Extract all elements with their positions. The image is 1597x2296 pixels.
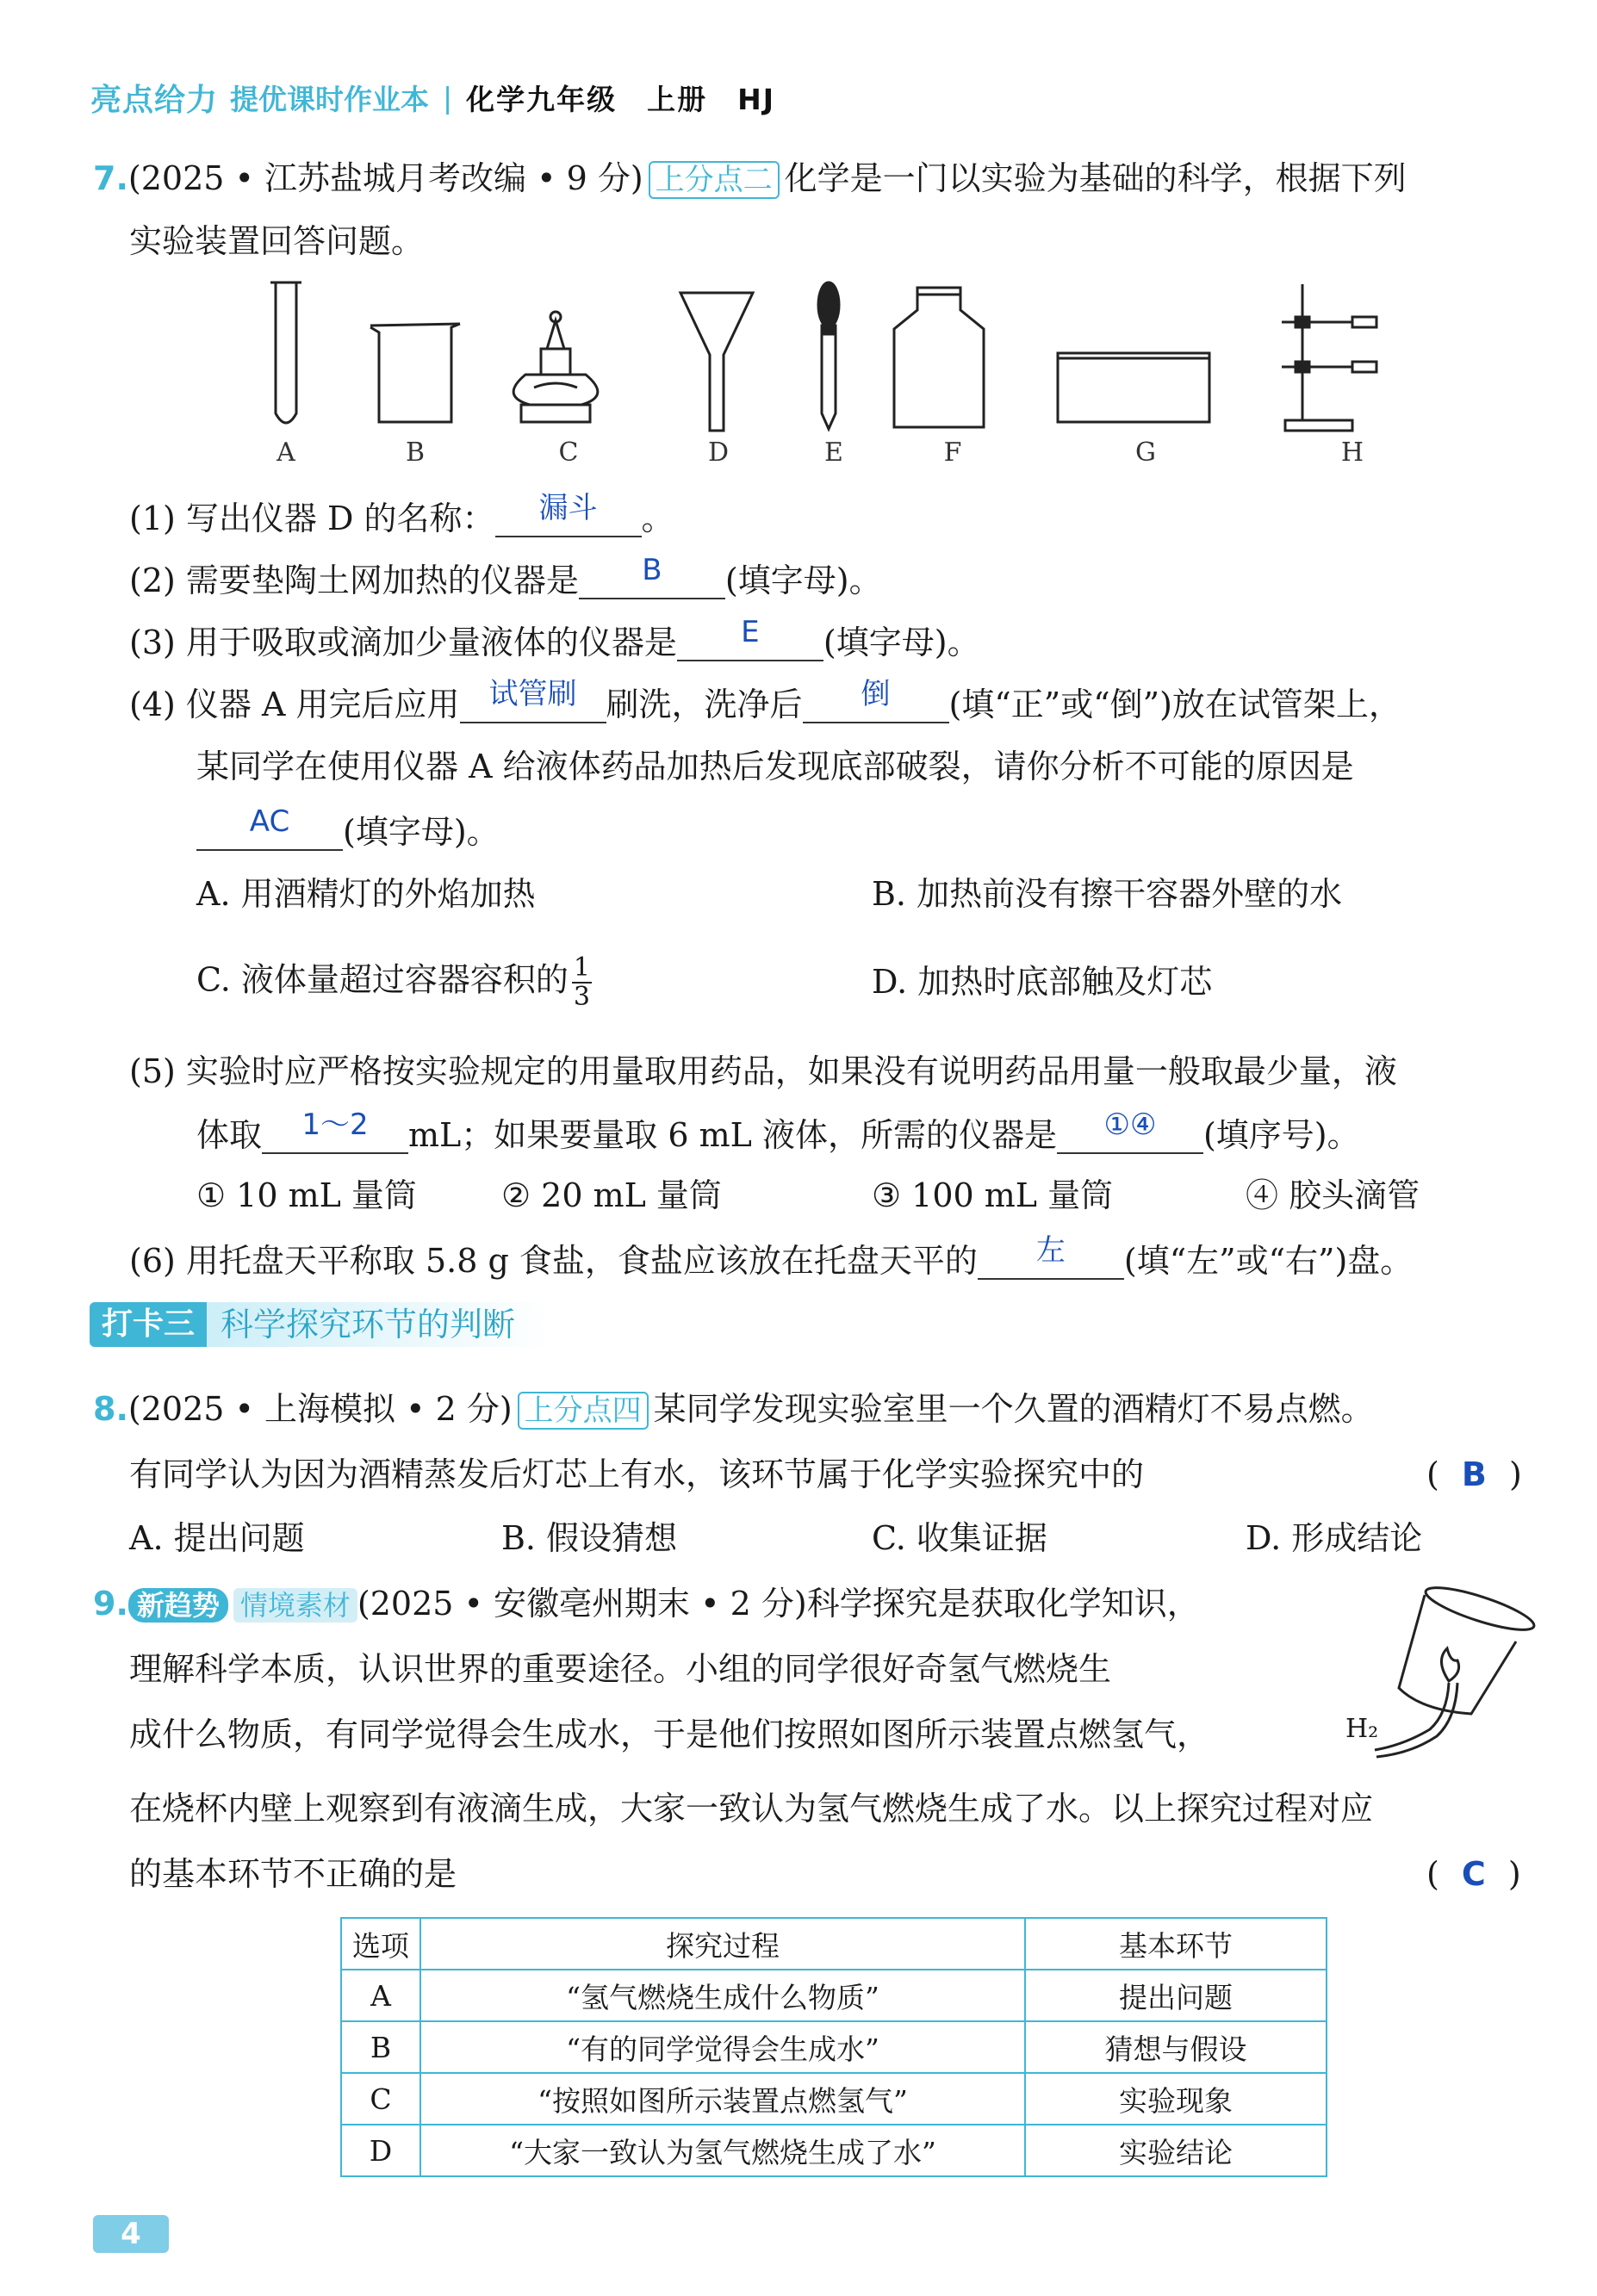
apparatus-label-e: E <box>824 437 843 468</box>
q8-number: 8. <box>93 1390 128 1428</box>
q7-p4-option-d: D. 加热时底部触及灯芯 <box>872 963 1213 1001</box>
q9-stem-line4: 在烧杯内壁上观察到有液滴生成，大家一致认为氢气燃烧生成了水。以上探究过程对应 <box>129 1790 1374 1827</box>
apparatus-label-a: A <box>277 437 295 468</box>
q7-stem: 化学是一门以实验为基础的科学，根据下列 <box>784 159 1407 197</box>
q9-answer: C <box>1461 1855 1486 1893</box>
apparatus-label-b: B <box>405 437 426 468</box>
q7-p1-answer: 漏斗 <box>538 491 598 525</box>
q9-number: 9. <box>93 1585 128 1623</box>
q7-p5-text-a: 体取 <box>196 1116 263 1154</box>
table-header-step: 基本环节 <box>1025 1918 1327 1970</box>
wide-mouth-bottle-icon <box>894 288 984 427</box>
q7-p4-text-b: 刷洗，洗净后 <box>606 686 803 723</box>
alcohol-lamp-icon <box>513 312 598 422</box>
q7-tag: 上分点二 <box>649 161 780 199</box>
q9-paren-open: ( <box>1426 1855 1439 1893</box>
q9-answer-paren <box>1426 1855 1521 1893</box>
q7-p3-answer: E <box>741 615 760 649</box>
q7-p4-option-a: A. 用酒精灯的外焰加热 <box>196 875 536 913</box>
q7-p5-text-b: mL；如果要量取 6 mL 液体，所需的仪器是 <box>408 1116 1057 1154</box>
q7-part2 <box>129 553 882 599</box>
table-cell-option: D <box>341 2125 420 2176</box>
table-cell-process: “氢气燃烧生成什么物质” <box>420 1970 1025 2021</box>
q7-source: (2025 • 江苏盐城月考改编 • 9 分) <box>127 159 643 197</box>
q7-p2-end: (填字母)。 <box>724 562 882 599</box>
page-number: 4 <box>93 2215 169 2253</box>
table-cell-step: 提出问题 <box>1025 1970 1327 2021</box>
inquiry-table <box>340 1917 1327 2177</box>
q7-p5-answer2: ①④ <box>1103 1108 1157 1142</box>
table-cell-step: 实验现象 <box>1025 2073 1327 2125</box>
q8-answer-paren <box>1426 1455 1522 1493</box>
inverted-beaker-icon <box>1399 1585 1538 1714</box>
h2-label: H₂ <box>1345 1714 1379 1744</box>
q7-p4-option-b: B. 加热前没有擦干容器外壁的水 <box>872 875 1343 913</box>
q7-p4-text-c: (填“正”或“倒”)放在试管架上， <box>948 686 1401 723</box>
apparatus-label-c: C <box>558 437 579 468</box>
dropper-icon <box>818 282 839 429</box>
q7-p6-blank <box>978 1233 1124 1280</box>
beaker-icon <box>370 324 460 422</box>
q7-stem-line1 <box>93 159 1407 199</box>
q9-stem-line3: 成什么物质，有同学觉得会生成水，于是他们按照如图所示装置点燃氢气， <box>129 1716 1210 1753</box>
q7-p3-end: (填字母)。 <box>823 624 980 661</box>
apparatus-label-d: D <box>707 437 730 468</box>
apparatus-label-f: F <box>943 437 962 468</box>
q9-trend-tag: 新趋势 <box>128 1588 228 1623</box>
q7-part4-line1 <box>129 677 1401 723</box>
table-row <box>341 2125 1327 2176</box>
table-cell-process: “有的同学觉得会生成水” <box>420 2021 1025 2073</box>
q7-p5-end: (填序号)。 <box>1202 1116 1360 1154</box>
brand-logo: 亮点给力 <box>90 83 219 118</box>
q9-source: (2025 • 安徽亳州期末 • 2 分) <box>357 1585 807 1623</box>
q7-part5-line2 <box>196 1108 1360 1154</box>
q8-option-c: C. 收集证据 <box>872 1519 1047 1557</box>
q7-part3 <box>129 615 980 661</box>
q7-part4-line2: 某同学在使用仪器 A 给液体药品加热后发现底部破裂，请你分析不可能的原因是 <box>196 748 1354 785</box>
course-title: 化学九年级 上册 HJ <box>466 83 776 116</box>
funnel-icon <box>680 293 753 431</box>
table-header-row <box>341 1918 1327 1970</box>
q7-p6-end: (填“左”或“右”)盘。 <box>1123 1242 1414 1280</box>
q7-part5-line1: (5) 实验时应严格按实验规定的用量取用药品，如果没有说明药品用量一般取最少量，液 <box>129 1052 1397 1090</box>
water-trough-icon <box>1058 353 1209 422</box>
table-cell-process: “按照如图所示装置点燃氢气” <box>420 2073 1025 2125</box>
table-header-process: 探究过程 <box>420 1918 1025 1970</box>
apparatus-figure <box>250 276 1421 439</box>
q7-p4-end: (填字母)。 <box>343 813 500 851</box>
table-header-option: 选项 <box>341 1918 420 1970</box>
q9-stem-line1 <box>93 1585 1200 1623</box>
q7-p5-option-1: ① 10 mL 量筒 <box>196 1176 417 1214</box>
section-title: 科学探究环节的判断 <box>207 1302 550 1347</box>
q9-stem1: 科学探究是获取化学知识， <box>806 1585 1200 1623</box>
table-row <box>341 2021 1327 2073</box>
series-title: 提优课时作业本 <box>230 83 430 116</box>
q8-tag: 上分点四 <box>518 1392 649 1430</box>
q7-p5-option-4: ④ 胶头滴管 <box>1246 1176 1420 1214</box>
q9-stem-line2: 理解科学本质，认识世界的重要途径。小组的同学很好奇氢气燃烧生 <box>129 1650 1112 1688</box>
q7-p5-blank2 <box>1057 1108 1203 1154</box>
q7-p4-text-a: (4) 仪器 A 用完后应用 <box>129 686 460 723</box>
q7-p4-blank3 <box>196 804 343 851</box>
q7-p4-answer3: AC <box>249 804 290 839</box>
q7-p5-option-2: ② 20 mL 量筒 <box>501 1176 722 1214</box>
q7-p3-text: (3) 用于吸取或滴加少量液体的仪器是 <box>129 624 677 661</box>
flame-icon <box>1441 1648 1458 1681</box>
q7-p1-end: 。 <box>641 500 674 537</box>
q8-option-d: D. 形成结论 <box>1246 1519 1423 1557</box>
q7-stem-line2: 实验装置回答问题。 <box>129 222 425 260</box>
table-cell-option: B <box>341 2021 420 2073</box>
q7-p4-answer1: 试管刷 <box>488 677 577 711</box>
fraction-numerator: 1 <box>573 953 590 983</box>
table-row <box>341 1970 1327 2021</box>
table-cell-option: A <box>341 1970 420 2021</box>
q7-p4-option-c <box>196 954 592 1011</box>
q7-p3-blank <box>677 615 823 661</box>
q9-paren-close: ) <box>1507 1855 1521 1893</box>
q8-stem1: 某同学发现实验室里一个久置的酒精灯不易点燃。 <box>653 1390 1374 1428</box>
table-cell-step: 猜想与假设 <box>1025 2021 1327 2073</box>
iron-stand-icon <box>1282 284 1376 431</box>
page-header <box>90 76 775 120</box>
q7-p5-answer1: 1～2 <box>301 1108 369 1142</box>
q8-option-b: B. 假设猜想 <box>501 1519 678 1557</box>
fraction-one-third <box>572 954 592 1011</box>
table-row <box>341 2073 1327 2125</box>
q7-p4-answer2: 倒 <box>861 677 891 711</box>
q7-p2-answer: B <box>642 553 662 587</box>
table-cell-process: “大家一致认为氢气燃烧生成了水” <box>420 2125 1025 2176</box>
q7-p5-option-3: ③ 100 mL 量筒 <box>872 1176 1114 1214</box>
apparatus-label-g: G <box>1135 437 1156 468</box>
q8-paren-close: ) <box>1508 1455 1522 1493</box>
q9-context-tag: 情境素材 <box>233 1588 357 1623</box>
q8-paren-open: ( <box>1426 1455 1439 1493</box>
q7-p2-blank <box>579 553 725 599</box>
q8-stem-line1 <box>93 1390 1374 1430</box>
fraction-denominator: 3 <box>573 982 590 1012</box>
q7-part4-line3 <box>196 804 500 851</box>
q7-p5-blank1 <box>262 1108 408 1154</box>
apparatus-label-h: H <box>1340 437 1364 468</box>
test-tube-icon <box>270 282 301 423</box>
q7-p4-blank1 <box>460 677 606 723</box>
gas-tube-icon <box>1375 1683 1457 1757</box>
q7-part1 <box>129 491 674 537</box>
q7-p4-option-c-text: C. 液体量超过容器容积的 <box>196 960 569 999</box>
q7-p6-answer: 左 <box>1035 1233 1066 1268</box>
header-separator: | <box>443 81 453 115</box>
q7-p1-text: (1) 写出仪器 D 的名称： <box>129 500 495 537</box>
q7-p1-blank <box>495 491 642 537</box>
q8-source: (2025 • 上海模拟 • 2 分) <box>127 1390 513 1428</box>
q7-p6-text: (6) 用托盘天平称取 5.8 g 食盐，食盐应该放在托盘天平的 <box>129 1242 978 1280</box>
section-header <box>90 1302 550 1347</box>
q7-part6 <box>129 1233 1414 1280</box>
table-cell-option: C <box>341 2073 420 2125</box>
q7-number: 7. <box>93 159 128 197</box>
table-cell-step: 实验结论 <box>1025 2125 1327 2176</box>
q8-stem-line2: 有同学认为因为酒精蒸发后灯芯上有水，该环节属于化学实验探究中的 <box>129 1455 1145 1493</box>
q8-answer: B <box>1461 1455 1487 1493</box>
q7-p2-text: (2) 需要垫陶土网加热的仪器是 <box>129 562 579 599</box>
q9-stem-line5: 的基本环节不正确的是 <box>129 1855 457 1893</box>
q8-option-a: A. 提出问题 <box>129 1519 305 1557</box>
q7-p4-blank2 <box>803 677 949 723</box>
section-badge: 打卡三 <box>90 1302 207 1347</box>
